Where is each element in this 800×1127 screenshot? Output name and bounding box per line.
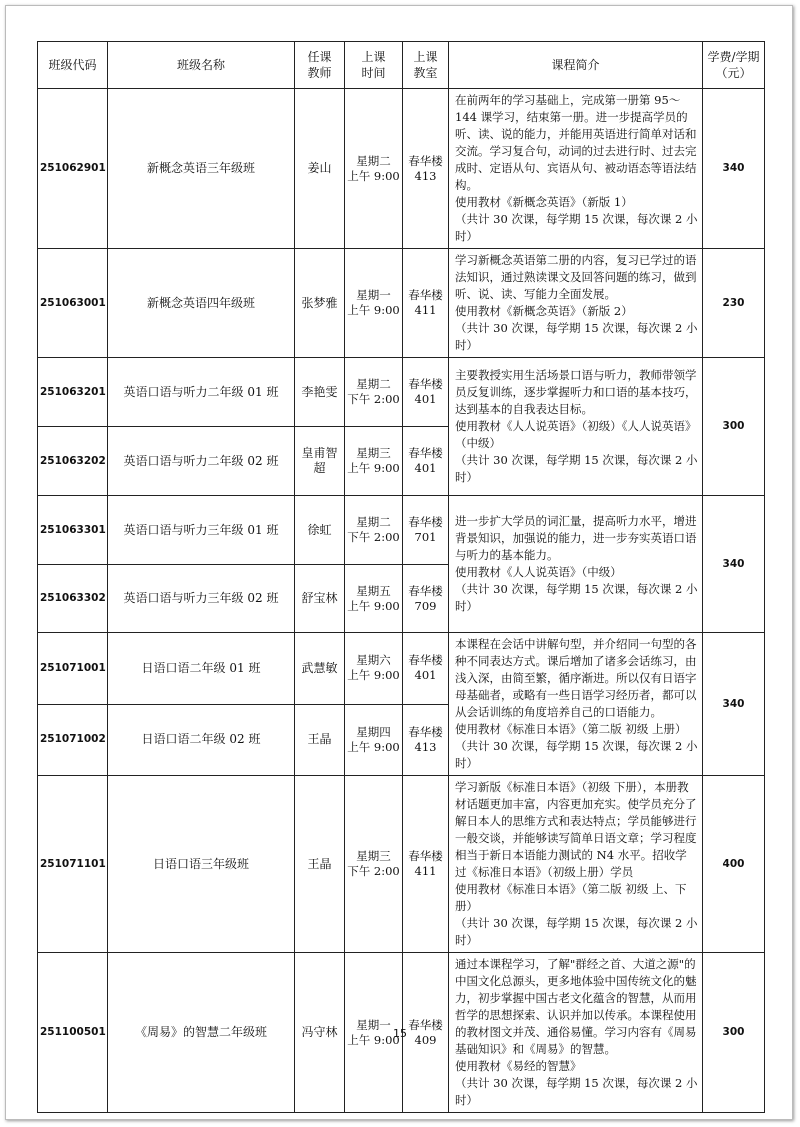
class-time: 星期二 上午 9:00 [345,89,403,249]
class-name: 英语口语与听力三年级 02 班 [108,565,295,633]
table-row [38,249,765,358]
course-description: 主要教授实用生活场景口语与听力，教师带领学员反复训练，逐步掌握听力和口语的基本技巧，达到基本的自我表达目标。 使用教材《人人说英语》（初级）《人人说英语》（中级） （共计 30 次课，每学期 15 次课，每次课 2 小时） [449,358,703,496]
class-time: 星期五 上午 9:00 [345,565,403,633]
class-time: 星期二 下午 2:00 [345,496,403,565]
class-name: 新概念英语四年级班 [108,249,295,358]
header-name: 班级名称 [108,42,295,89]
course-description: 在前两年的学习基础上，完成第一册第 95～144 课学习，结束第一册。进一步提高学员的听、读、说的能力，并能用英语进行简单对话和交流。学习复合句，动词的过去进行时、过去完成时、定语从句、宾语从句、被动语态等语法结构。 使用教材《新概念英语》（新版 1） （共计 30 次课，每学期 15 次课，每次课 2 小时） [449,89,703,249]
header-time: 上课 时间 [345,42,403,89]
header-room: 上课 教室 [403,42,449,89]
table-row [38,358,765,427]
table-row [38,776,765,953]
course-description: 进一步扩大学员的词汇量，提高听力水平，增进背景知识，加强说的能力，进一步夯实英语口语与听力的基本能力。 使用教材《人人说英语》（中级） （共计 30 次课，每学期 15 次课，每次课 2 小时） [449,496,703,633]
header-fee: 学费/学期 （元） [703,42,765,89]
tuition-fee: 230 [703,249,765,358]
classroom: 春华楼 401 [403,427,449,496]
table-row [38,633,765,705]
teacher: 皇甫智超 [295,427,345,496]
tuition-fee: 340 [703,496,765,633]
table-row [38,496,765,565]
teacher: 张梦雅 [295,249,345,358]
class-time: 星期六 上午 9:00 [345,633,403,705]
class-name: 日语口语三年级班 [108,776,295,953]
class-time: 星期一 上午 9:00 [345,249,403,358]
classroom: 春华楼 411 [403,776,449,953]
class-code: 251071001 [38,633,108,705]
teacher: 冯守林 [295,953,345,1113]
class-name: 英语口语与听力二年级 02 班 [108,427,295,496]
class-code: 251063302 [38,565,108,633]
tuition-fee: 340 [703,633,765,776]
class-code: 251062901 [38,89,108,249]
course-description: 学习新概念英语第二册的内容，复习已学过的语法知识，通过熟读课文及回答问题的练习，做到听、说、读、写能力全面发展。 使用教材《新概念英语》（新版 2） （共计 30 次课，每学期 15 次课，每次课 2 小时） [449,249,703,358]
class-time: 星期一 上午 9:00 [345,953,403,1113]
class-code: 251063001 [38,249,108,358]
tuition-fee: 300 [703,358,765,496]
table-row [38,89,765,249]
teacher: 武慧敏 [295,633,345,705]
teacher: 舒宝林 [295,565,345,633]
class-name: 英语口语与听力三年级 01 班 [108,496,295,565]
class-time: 星期四 上午 9:00 [345,704,403,776]
class-code: 251063201 [38,358,108,427]
class-code: 251063202 [38,427,108,496]
teacher: 李艳雯 [295,358,345,427]
class-name: 英语口语与听力二年级 01 班 [108,358,295,427]
page-number: 15 [393,1027,407,1040]
course-table [37,41,765,1113]
class-code: 251100501 [38,953,108,1113]
class-code: 251071101 [38,776,108,953]
teacher: 姜山 [295,89,345,249]
class-code: 251071002 [38,704,108,776]
class-name: 日语口语二年级 02 班 [108,704,295,776]
classroom: 春华楼 401 [403,633,449,705]
class-time: 星期二 下午 2:00 [345,358,403,427]
header-teacher: 任课 教师 [295,42,345,89]
tuition-fee: 400 [703,776,765,953]
classroom: 春华楼 411 [403,249,449,358]
class-name: 日语口语二年级 01 班 [108,633,295,705]
class-time: 星期三 上午 9:00 [345,427,403,496]
class-time: 星期三 下午 2:00 [345,776,403,953]
course-description: 学习新版《标准日本语》（初级 下册），本册教材话题更加丰富，内容更加充实。使学员充分了解日本人的思维方式和表达特点；学员能够进行一般交谈，并能够读写简单日语文章；学习程度相当于新日本语能力测试的 N4 水平。招收学过《标准日本语》（初级上册）学员 使用教材《标准日本语》（第二版 初级 上、下册） （共计 30 次课，每学期 15 次课，每次课 2 小时） [449,776,703,953]
classroom: 春华楼 413 [403,704,449,776]
course-description: 本课程在会话中讲解句型，并介绍同一句型的各种不同表达方式。课后增加了诸多会话练习，由浅入深，由简至繁，循序渐进。所以仅有日语字母基础者，或略有一些日语学习经历者，都可以从会话训练的角度培养自己的口语能力。 使用教材《标准日本语》（第二版 初级 上册） （共计 30 次课，每学期 15 次课，每次课 2 小时） [449,633,703,776]
teacher: 王晶 [295,776,345,953]
teacher: 王晶 [295,704,345,776]
classroom: 春华楼 701 [403,496,449,565]
header-desc: 课程简介 [449,42,703,89]
course-description: 通过本课程学习，了解"群经之首、大道之源"的中国文化总源头，更多地体验中国传统文化的魅力，初步掌握中国古老文化蕴含的智慧，从而用哲学的思想探索、认识并加以传承。本课程使用的教材图文并茂、通俗易懂。学习内容有《周易基础知识》和《周易》的智慧。 使用教材《易经的智慧》 （共计 30 次课，每学期 15 次课，每次课 2 小时） [449,953,703,1113]
class-code: 251063301 [38,496,108,565]
classroom: 春华楼 409 [403,953,449,1113]
header-row [38,42,765,89]
tuition-fee: 340 [703,89,765,249]
teacher: 徐虹 [295,496,345,565]
class-name: 新概念英语三年级班 [108,89,295,249]
tuition-fee: 300 [703,953,765,1113]
classroom: 春华楼 413 [403,89,449,249]
header-code: 班级代码 [38,42,108,89]
classroom: 春华楼 709 [403,565,449,633]
class-name: 《周易》的智慧二年级班 [108,953,295,1113]
classroom: 春华楼 401 [403,358,449,427]
